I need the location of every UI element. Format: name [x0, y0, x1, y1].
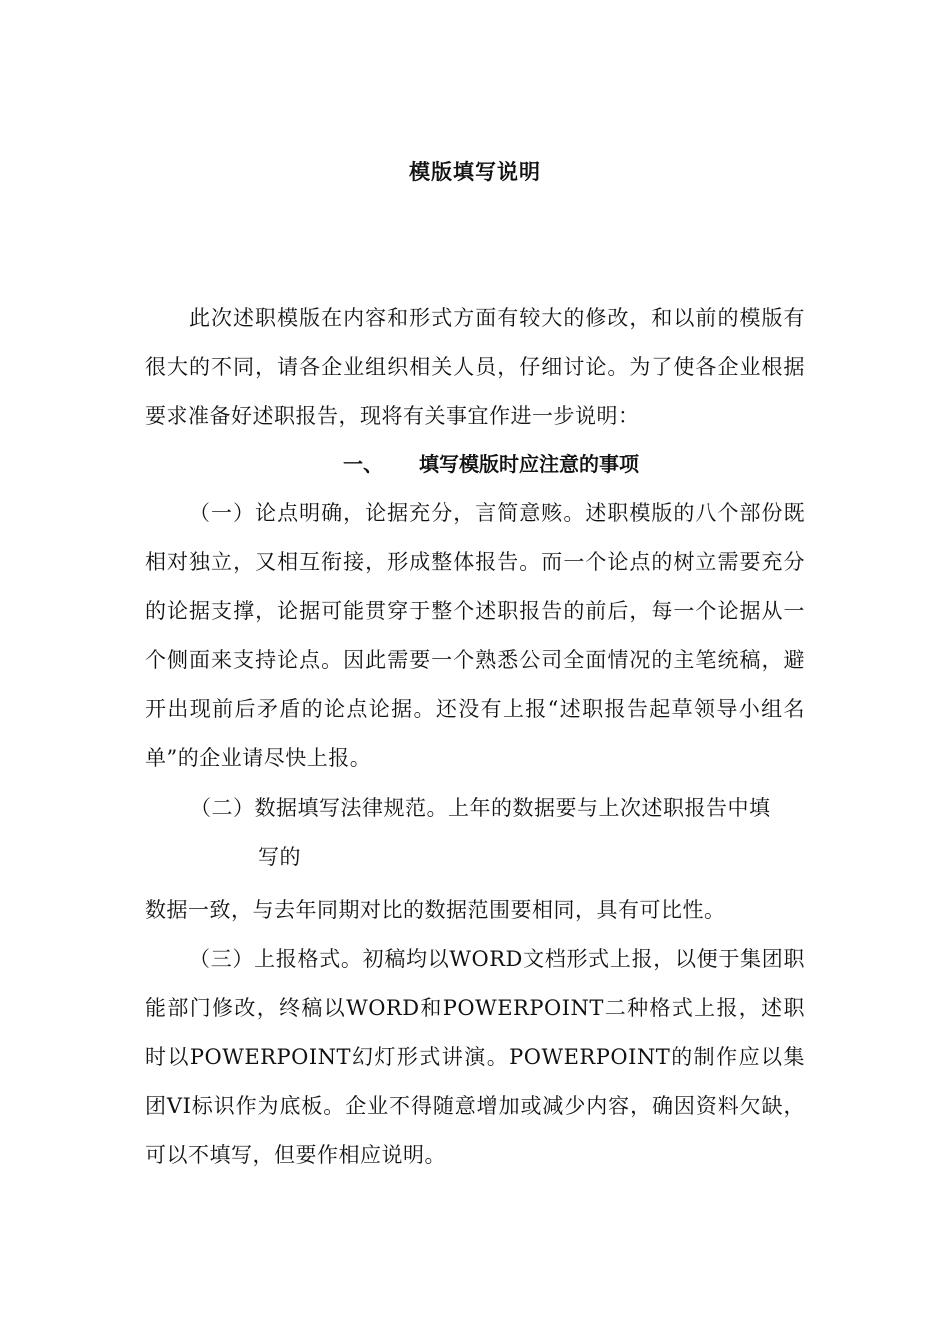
intro-text: 此次述职模版在内容和形式方面有较大的修改，和以前的模版有很大的不同，请各企业组织相关人员，仔细讨论。为了使各企业根据要求准备好述职报告，现将有关事宜作进一步说明：	[145, 306, 805, 428]
page-title: 模版填写说明	[409, 160, 541, 184]
item-1-paragraph	[145, 489, 805, 783]
section-number: 一、	[343, 452, 383, 476]
item-1-text: （一）论点明确，论据充分，言简意赅。述职模版的八个部份既相对独立，又相互衔接，形成整体报告。而一个论点的树立需要充分的论据支撑，论据可能贯穿于整个述职报告的前后，每一个论据从一个侧面来支持论点。因此需要一个熟悉公司全面情况的主笔统稿，避开出现前后矛盾的论点论据。还没有上报“述职报告起草领导小组名单”的企业请尽快上报。	[145, 501, 805, 770]
section-heading-text: 填写模版时应注意的事项	[419, 452, 639, 476]
item-2-continuation	[145, 886, 805, 935]
item-2-line-1: （二）数据填写法律规范。上年的数据要与上次述职报告中填	[190, 796, 771, 820]
item-3-text: （三）上报格式。初稿均以WORD文档形式上报，以便于集团职能部门修改，终稿以WORD和POWERPOINT二种格式上报，述职时以POWERPOINT幻灯形式讲演。POWERPOINT的制作应以集团VI标识作为底板。企业不得随意增加或减少内容，确因资料欠缺，可以不填写，但要作相应说明。	[145, 947, 805, 1167]
item-3-paragraph	[145, 935, 805, 1180]
intro-paragraph	[145, 294, 805, 441]
item-2-line-2: 写的	[258, 845, 301, 869]
item-2-line-3: 数据一致，与去年同期对比的数据范围要相同，具有可比性。	[145, 898, 726, 922]
item-2-header	[190, 784, 805, 882]
